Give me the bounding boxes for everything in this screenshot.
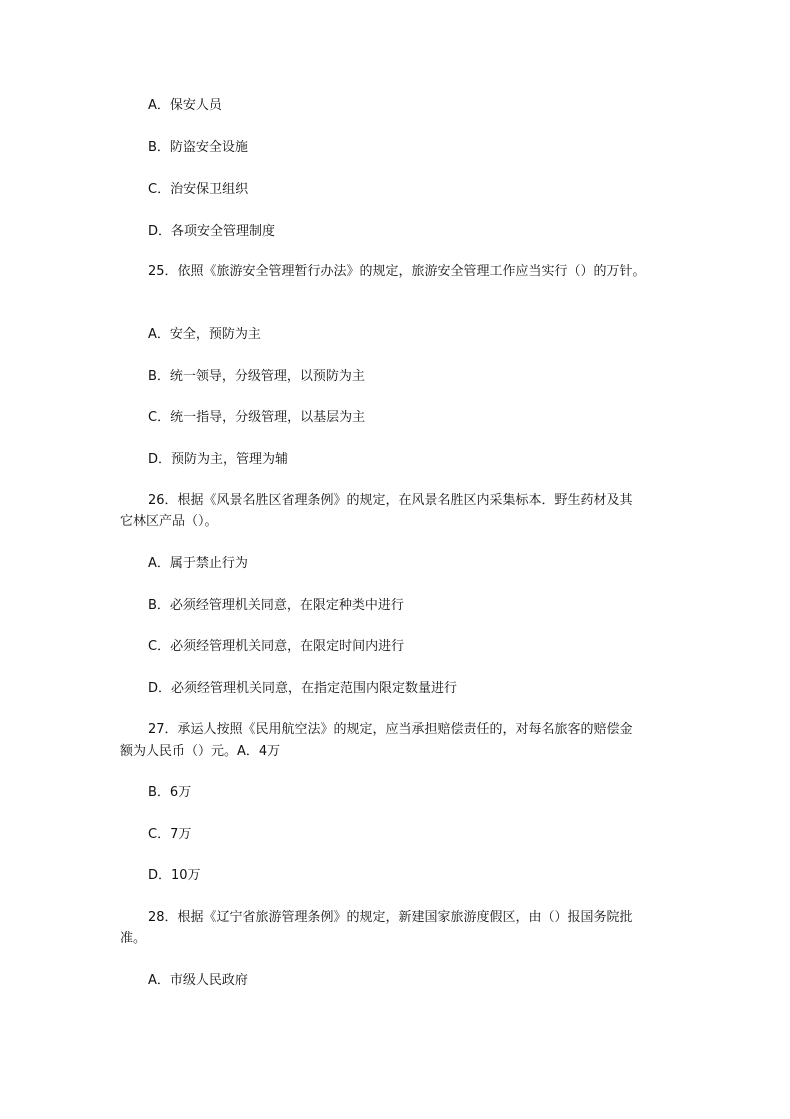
option-27-b: B．6万	[148, 785, 192, 800]
option-25-b: B．统一领导，分级管理，以预防为主	[148, 369, 365, 384]
question-27-line1: 27．承运人按照《民用航空法》的规定，应当承担赔偿责任的，对每名旅客的赔偿金	[148, 722, 633, 737]
option-prev-c: C．治安保卫组织	[148, 182, 249, 197]
option-prev-d: D．各项安全管理制度	[148, 224, 276, 239]
option-26-d: D．必须经管理机关同意，在指定范围内限定数量进行	[148, 681, 458, 696]
option-27-d: D．10万	[148, 868, 201, 883]
option-28-a: A．市级人民政府	[148, 973, 248, 988]
option-26-a: A．属于禁止行为	[148, 556, 248, 571]
question-28-line1: 28．根据《辽宁省旅游管理条例》的规定，新建国家旅游度假区，由（）报国务院批	[148, 910, 633, 925]
option-26-c: C．必须经管理机关同意，在限定时间内进行	[148, 639, 405, 654]
question-27-line2: 额为人民币（）元。A．4万	[120, 744, 281, 759]
option-27-c: C．7万	[148, 827, 192, 842]
question-28-line2: 准。	[120, 931, 147, 946]
question-26-line1: 26．根据《风景名胜区省理条例》的规定，在风景名胜区内采集标本．野生药材及其	[148, 493, 633, 508]
option-25-a: A．安全，预防为主	[148, 327, 261, 342]
option-prev-a: A．保安人员	[148, 98, 222, 113]
option-prev-b: B．防盗安全设施	[148, 140, 248, 155]
question-26-line2: 它林区产品（）。	[120, 514, 218, 529]
option-26-b: B．必须经管理机关同意，在限定种类中进行	[148, 598, 404, 613]
option-25-c: C．统一指导，分级管理，以基层为主	[148, 410, 366, 425]
option-25-d: D．预防为主，管理为辅	[148, 452, 289, 467]
question-25: 25．依照《旅游安全管理暂行办法》的规定，旅游安全管理工作应当实行（）的万针。	[148, 264, 646, 279]
